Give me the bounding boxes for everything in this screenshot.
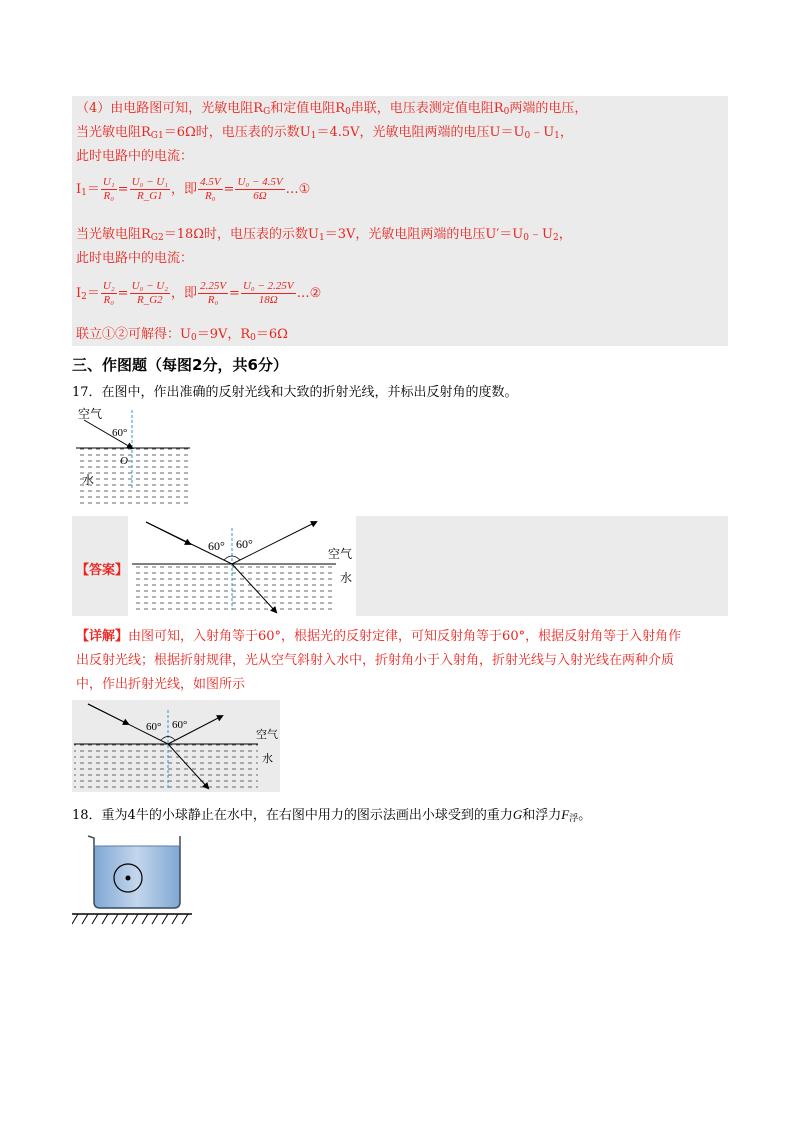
eq1-fraction-3: $\frac{4.5V}{\text{R₀}}$ (200, 176, 221, 202)
question-18-text: 18．重为4牛的小球静止在水中，在右图中用力的图示法画出小球受到的重力G和浮力$F_浮$。 (72, 807, 592, 824)
water-region (74, 744, 258, 790)
eq2-fraction-4: $\frac{\text{U₀ − 2.25V}}{18\Omega}$ (242, 280, 294, 306)
answer-figure (128, 516, 356, 616)
detail-air-label: 空气 (256, 729, 278, 741)
ground-hatching (72, 914, 188, 924)
detail-angle-1: 60° (146, 721, 162, 733)
q17-air-label: 空气 (78, 407, 103, 421)
solution-line-6: 联立①②可解得：$U_0=9V$，$R_0=6\Omega$ (76, 327, 288, 343)
q17-figure (72, 404, 194, 508)
solution-line-4: 当光敏电阻$R_{G2}=18\Omega$时，电压表的示数$U_1=3V$，光敏电阻两端的电压$U'=U_0﹣U_2$， (76, 227, 572, 243)
detail-figure (72, 700, 280, 792)
detail-water-label: 水 (262, 753, 273, 765)
detail-line-1: 【详解】由图可知，入射角等于60°，根据光的反射定律，可知反射角等于60°，根据反射角等于入射角作 (76, 629, 682, 644)
solution-line-3: 此时电路中的电流： (76, 149, 194, 164)
water-region (132, 564, 336, 614)
q17-water-label: 水 (82, 473, 95, 487)
answer-air-label: 空气 (328, 547, 353, 561)
solution-line-1: （4）由电路图可知，光敏电阻$R_G$和定值电阻$R_0$串联，电压表测定值电阻$R_0$两端的电压， (76, 101, 588, 117)
q17-point-o: O (120, 455, 128, 467)
detail-angle-2: 60° (172, 719, 188, 731)
eq2-fraction-2: $\frac{\text{U₀ − U₂}}{R\_G2}$ (131, 280, 169, 306)
q17-angle-label: 60° (112, 427, 128, 439)
beaker-figure (72, 832, 192, 928)
eq1-fraction-2: $\frac{\text{U₀ − U₁}}{R\_G1}$ (131, 176, 169, 202)
equation-1: $I_1=$ $\frac{\text{U₁}}{\text{R₀}}$ = $\frac{\text{U₀ − U₁}}{R\_G1}$ ，即 $\frac{4.5V}{\text{R₀}}$ = $\frac{\text{U₀ − 4.5V}}{6\Omega}$ …① (76, 176, 311, 202)
detail-line-3: 中，作出折射光线，如图所示 (76, 677, 246, 692)
answer-angle-2: 60° (236, 537, 253, 551)
eq1-fraction-1: $\frac{\text{U₁}}{\text{R₀}}$ (102, 176, 115, 202)
answer-label: 【答案】 (76, 563, 129, 578)
solution-line-2: 当光敏电阻$R_{G1}=6\Omega$时，电压表的示数$U_1=4.5V$，光敏电阻两端的电压$U=U_0﹣U_1$， (76, 125, 573, 141)
eq2-fraction-1: $\frac{\text{U₂}}{\text{R₀}}$ (102, 280, 115, 306)
incident-arrow (146, 522, 190, 544)
answer-water-label: 水 (340, 571, 353, 585)
solution-line-5: 此时电路中的电流： (76, 251, 194, 266)
equation-2: $I_2=$ $\frac{\text{U₂}}{\text{R₀}}$ = $\frac{\text{U₀ − U₂}}{R\_G2}$ ，即 $\frac{2.25V}{\text{R₀}}$ = $\frac{\text{U₀ − 2.25V}}{18\Omega}$ …② (76, 280, 322, 306)
answer-angle-1: 60° (208, 539, 225, 553)
question-17-text: 17．在图中，作出准确的反射光线和大致的折射光线，并标出反射角的度数。 (72, 385, 518, 400)
ball-center (126, 876, 131, 881)
eq2-fraction-3: $\frac{2.25V}{\text{R₀}}$ (200, 280, 227, 306)
section-title: 三、作图题（每图2分，共6分） (72, 356, 288, 374)
eq1-fraction-4: $\frac{\text{U₀ − 4.5V}}{6\Omega}$ (237, 176, 283, 202)
detail-line-2: 出反射光线；根据折射规律，光从空气斜射入水中，折射角小于入射角，折射光线与入射光线在两种介质 (76, 653, 675, 668)
beaker-water (94, 846, 180, 908)
